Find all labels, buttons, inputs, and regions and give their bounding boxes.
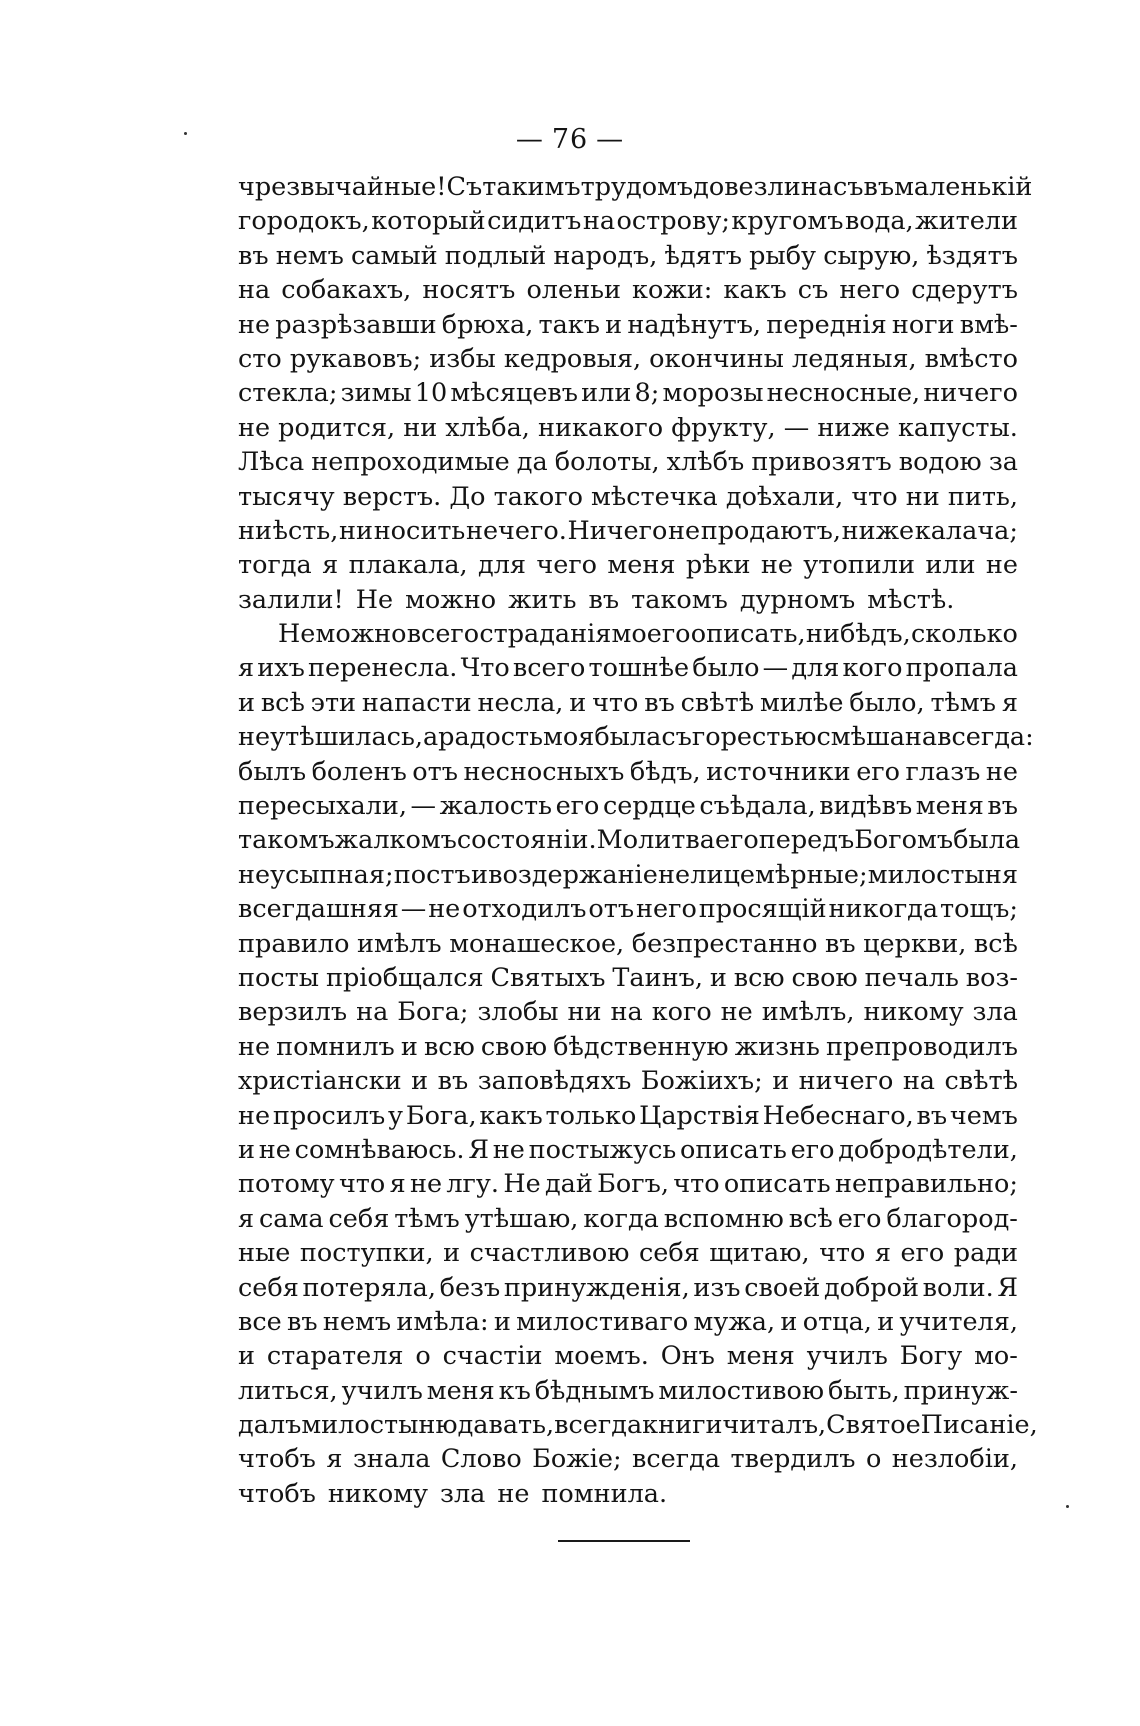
- scan-speck: [1066, 1505, 1069, 1508]
- text-line: посты пріобщался Святыхъ Таинъ, и всю свою печаль воз-: [238, 962, 1018, 993]
- text-line: правило имѣлъ монашеское, безпрестанно въ церкви, всѣ: [238, 928, 1018, 959]
- text-line: и не сомнѣваюсь. Я не постыжусь описать его добродѣтели,: [238, 1134, 1018, 1165]
- text-line: сто рукавовъ; избы кедровыя, окончины ледяныя, вмѣсто: [238, 343, 1018, 374]
- body-text: [238, 170, 1038, 1511]
- page-number-value: 76: [551, 124, 589, 155]
- text-line: далъ милостыню давать, всегда книги читалъ, Святое Писаніе,: [238, 1410, 1038, 1441]
- text-line: чтобъ никому зла не помнила.: [238, 1478, 668, 1509]
- text-line: Не можно всего страданія моего описать, ни бѣдъ, сколько: [278, 619, 1018, 650]
- text-line: такомъ жалкомъ состояніи. Молитва его передъ Богомъ была: [238, 825, 1021, 856]
- text-line: чтобъ я знала Слово Божіе; всегда твердилъ о незлобіи,: [238, 1444, 1018, 1475]
- text-line: я сама себя тѣмъ утѣшаю, когда вспомню всѣ его благород-: [238, 1203, 1018, 1234]
- text-line: не просилъ у Бога, какъ только Царствія Небеснаго, въ чемъ: [238, 1100, 1018, 1131]
- text-line: пересыхали, — жалость его сердце съѣдала, видѣвъ меня въ: [238, 791, 1018, 822]
- text-line: не разрѣзавши брюха, такъ и надѣнутъ, переднія ноги вмѣ-: [238, 309, 1018, 340]
- text-line: все въ немъ имѣла: и милостиваго мужа, и отца, и учителя,: [238, 1306, 1018, 1337]
- text-line: христіански и въ заповѣдяхъ Божіихъ; и ничего на свѣтѣ: [238, 1066, 1018, 1097]
- text-line: и всѣ эти напасти несла, и что въ свѣтѣ милѣе было, тѣмъ я: [238, 687, 1018, 718]
- text-line: залили! Не можно жить въ такомъ дурномъ мѣстѣ.: [238, 584, 955, 615]
- text-line: тысячу верстъ. До такого мѣстечка доѣхали, что ни пить,: [238, 481, 1018, 512]
- text-line: тогда я плакала, для чего меня рѣки не утопили или не: [238, 550, 1018, 581]
- text-line: себя потеряла, безъ принужденія, изъ своей доброй воли. Я: [238, 1272, 1018, 1303]
- text-line: литься, училъ меня къ бѣднымъ милостивою быть, принуж-: [238, 1375, 1018, 1406]
- text-line: не помнилъ и всю свою бѣдственную жизнь препроводилъ: [238, 1031, 1018, 1062]
- text-line: не утѣшилась, а радость моя была съ горестью смѣшана всегда:: [238, 722, 1034, 753]
- text-line: былъ боленъ отъ несносныхъ бѣдъ, источники его глазъ не: [238, 756, 1018, 787]
- text-line: я ихъ перенесла. Что всего тошнѣе было — для кого пропала: [238, 653, 1018, 684]
- text-line: чрезвычайные! Съ такимъ трудомъ довезли насъ въ маленькій: [238, 172, 1033, 202]
- text-line: потому что я не лгу. Не дай Богъ, что описать неправильно;: [238, 1169, 1018, 1200]
- text-line: ные поступки, и счастливою себя щитаю, что я его ради: [238, 1238, 1018, 1269]
- text-line: и старателя о счастіи моемъ. Онъ меня училъ Богу мо-: [238, 1341, 1018, 1372]
- page-number-dash-left: —: [515, 124, 544, 155]
- text-line: въ немъ самый подлый народъ, ѣдятъ рыбу сырую, ѣздятъ: [238, 240, 1018, 271]
- text-line: стекла; зимы 10 мѣсяцевъ или 8; морозы несносные, ничего: [238, 378, 1018, 409]
- text-line: на собакахъ, носятъ оленьи кожи: какъ съ него сдерутъ: [238, 275, 1018, 306]
- text-line: ни ѣсть, ни носить нечего. Ничего не продаютъ, ниже калача;: [238, 515, 1018, 546]
- page-number: [0, 124, 1140, 155]
- scan-speck: [184, 132, 187, 135]
- text-line: Лѣса непроходимые да болоты, хлѣбъ привозятъ водою за: [238, 447, 1018, 478]
- text-line: не родится, ни хлѣба, никакого фрукту, — ниже капусты.: [238, 412, 1018, 443]
- text-line: городокъ, который сидитъ на острову; кругомъ вода, жители: [238, 206, 1018, 237]
- text-line: всегдашняя — не отходилъ отъ него просящій никогда тощъ;: [238, 894, 1018, 925]
- page-number-dash-right: —: [596, 124, 625, 155]
- text-line: верзилъ на Бога; злобы ни на кого не имѣлъ, никому зла: [238, 997, 1018, 1028]
- text-line: неусыпная; постъ и воздержаніе не лицемѣрные; милостыня: [238, 859, 1018, 890]
- end-rule: [558, 1540, 690, 1542]
